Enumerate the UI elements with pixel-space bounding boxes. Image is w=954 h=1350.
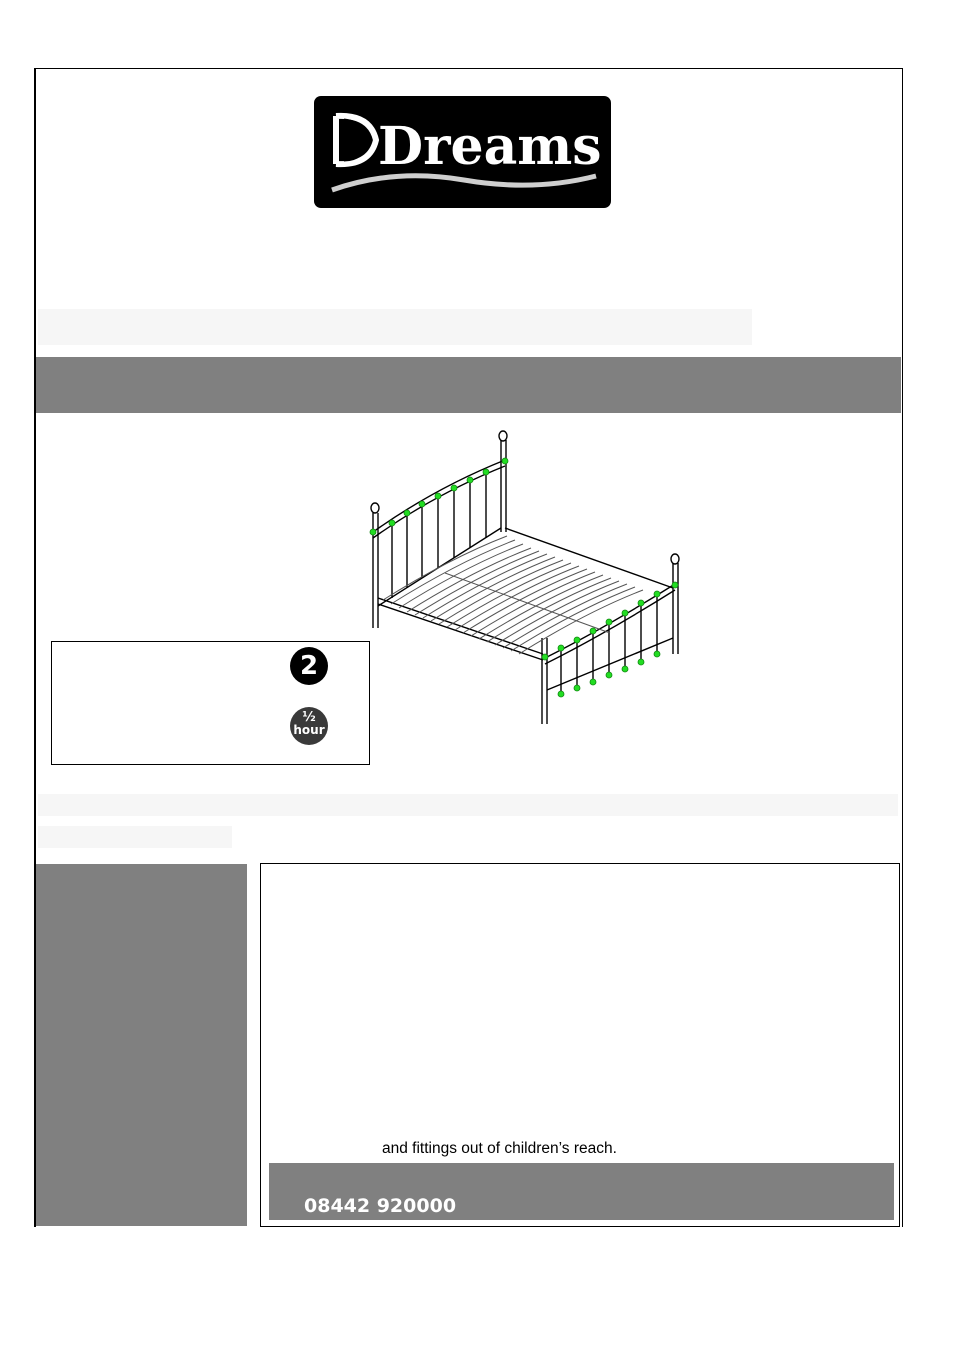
helpline-phone: 08442 920000: [304, 1195, 457, 1217]
safety-text: and fittings out of children’s reach.: [382, 1140, 617, 1157]
time-fraction: ½: [302, 710, 316, 725]
dreams-logo: [314, 96, 611, 208]
bed-drawing: [355, 428, 695, 733]
section-label-placeholder: [38, 826, 232, 848]
subtitle-placeholder-bar: [38, 794, 898, 816]
safety-warning-box: [260, 863, 900, 1227]
title-placeholder-bar: [38, 309, 752, 345]
product-name-band: [36, 357, 901, 413]
svg-text:Dreams: Dreams: [378, 116, 602, 177]
helpline-bar: [269, 1163, 894, 1220]
time-unit: hour: [293, 723, 325, 737]
logo-swoosh: [332, 176, 596, 190]
warning-side-panel: [36, 864, 247, 1226]
assembly-time-icon: [290, 707, 328, 745]
logo-mark: [314, 96, 611, 208]
people-count-icon: [290, 647, 328, 685]
people-count: 2: [299, 651, 319, 681]
assembly-info-box: [51, 641, 370, 765]
bed-frame-illustration: [355, 428, 695, 733]
